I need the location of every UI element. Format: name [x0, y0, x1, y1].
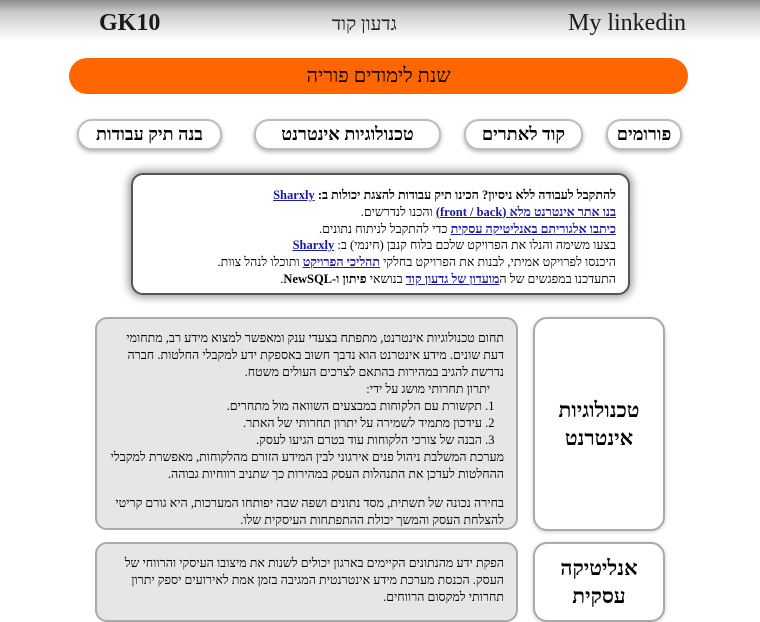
info-text: כדי להתקבל לניתוח נתונים. [318, 221, 451, 236]
club-link[interactable]: מועדון של גדעון קוד [405, 271, 500, 286]
info-text: בצעו משימה והנלו את הפרויקט שלכם בלוח קנבן (חינמי) ב: [334, 238, 616, 253]
info-line-3 [145, 221, 616, 238]
info-text: ותוכלו לנהל צוות. [217, 255, 303, 270]
linkedin-link[interactable]: My linkedin [568, 10, 686, 36]
nav-build-portfolio-button[interactable]: בנה תיק עבודות [77, 119, 222, 150]
info-topics: פיתון ו-NewSQL [283, 271, 367, 286]
internet-tech-description [95, 317, 518, 530]
list-item: 2. עידכון מתמיד לשמירה על יתרון תחרותי של האתר. [107, 415, 482, 432]
sharxly-kanban-link[interactable]: Sharxly [292, 238, 335, 253]
card-title: טכנולוגיות אינטרנט [558, 398, 640, 450]
business-analytics-title-card[interactable] [533, 542, 665, 622]
banner-title: שנת לימודים פוריה [306, 64, 451, 87]
info-text: והכנו לנדרשים. [360, 204, 436, 219]
card-title: אנליטיקה עסקית [560, 556, 638, 608]
info-line-2 [145, 204, 616, 221]
business-analytics-description [95, 542, 518, 622]
description-paragraph: תחום טכנולוגיות אינטרנט, מתפתח בצעדי ענק ומאפשר למצוא מידע רב, מתחומי דעת שונים. מידע אינטרנט הוא נדבך חשוב באספקת ידע למקבלי החלטות. חברה נדרשת להגיב במהירות בהתאם לצרכים העולים משטח. [126, 331, 504, 379]
description-paragraph: בחירה נכונה של תשתית, מסד נתונים ושפה שבה יפותחו המערכות, היא גורם קריטי להצלחת העסק והמשך יכולת ההתפתחות העיסקית שלו. [115, 496, 504, 527]
nav-internet-tech-button[interactable]: טכנולוגיות אינטרנט [254, 119, 441, 150]
info-text: בנושאי [366, 271, 406, 286]
description-paragraph: הפקת ידע מהנתונים הקיימים בארגון יכולים לשנות את מיצובו העיסקי והרווחי של העסק. הכנסת מערכת מידע אינטרנטית המגיבה בזמן אמת לאירועים יספק יתרון תחרותי למקסום הרווחים. [124, 556, 504, 604]
list-item: 1. תקשורת עם הלקוחות במבצעים השוואה מול מתחרים. [107, 398, 482, 415]
info-text: להתקבל לעבודה ללא ניסיון? הכינו תיק עבודות להצגת יכולות ב: [314, 188, 616, 202]
project-process-link[interactable]: תהליכי הפרויקט [302, 255, 380, 270]
info-line-5 [145, 254, 616, 271]
logo-link[interactable]: GK10 [99, 10, 161, 36]
info-text: . [280, 271, 284, 286]
sharxly-link[interactable]: Sharxly [273, 188, 315, 202]
info-text: היכנסו לפרויקט אמיתי, לבנות את הפרויקט בחלקי [379, 255, 616, 270]
info-line-4 [145, 237, 616, 254]
business-analytics-link[interactable]: כיתבו אלגוריתם באנליטיקה עסקית [450, 221, 616, 236]
info-line-1 [145, 187, 616, 204]
advantages-list [107, 398, 504, 449]
internet-tech-title-card[interactable] [533, 317, 665, 531]
description-paragraph: מערכת המשלבת ניהול פנים אירגוני לבין המידע הזורם מהלקוחות, מאפשרת למקבלי ההחלטות לעדכן את התנהלות העסק במהירות כך שתניב רווחיות גבוהה. [110, 450, 504, 481]
nav-code-for-sites-button[interactable]: קוד לאתרים [464, 119, 583, 150]
list-item: 3. הבנה של צורכי הלקוחות עוד בטרם הגיעו לעסק. [107, 432, 482, 449]
info-line-6 [145, 271, 616, 288]
info-box [131, 173, 630, 295]
build-site-link[interactable]: בנו אתר אינטרנט מלא (front / back) [435, 204, 616, 219]
page-banner [69, 58, 688, 94]
gideon-code-link[interactable]: גדעון קוד [332, 14, 397, 35]
advantages-intro: יתרון תחרותי מושג על ידי: [366, 382, 490, 396]
top-header [0, 0, 760, 48]
info-text: התעדכנו במפגשים של ה [499, 271, 616, 286]
nav-forums-button[interactable]: פורומים [606, 119, 682, 150]
